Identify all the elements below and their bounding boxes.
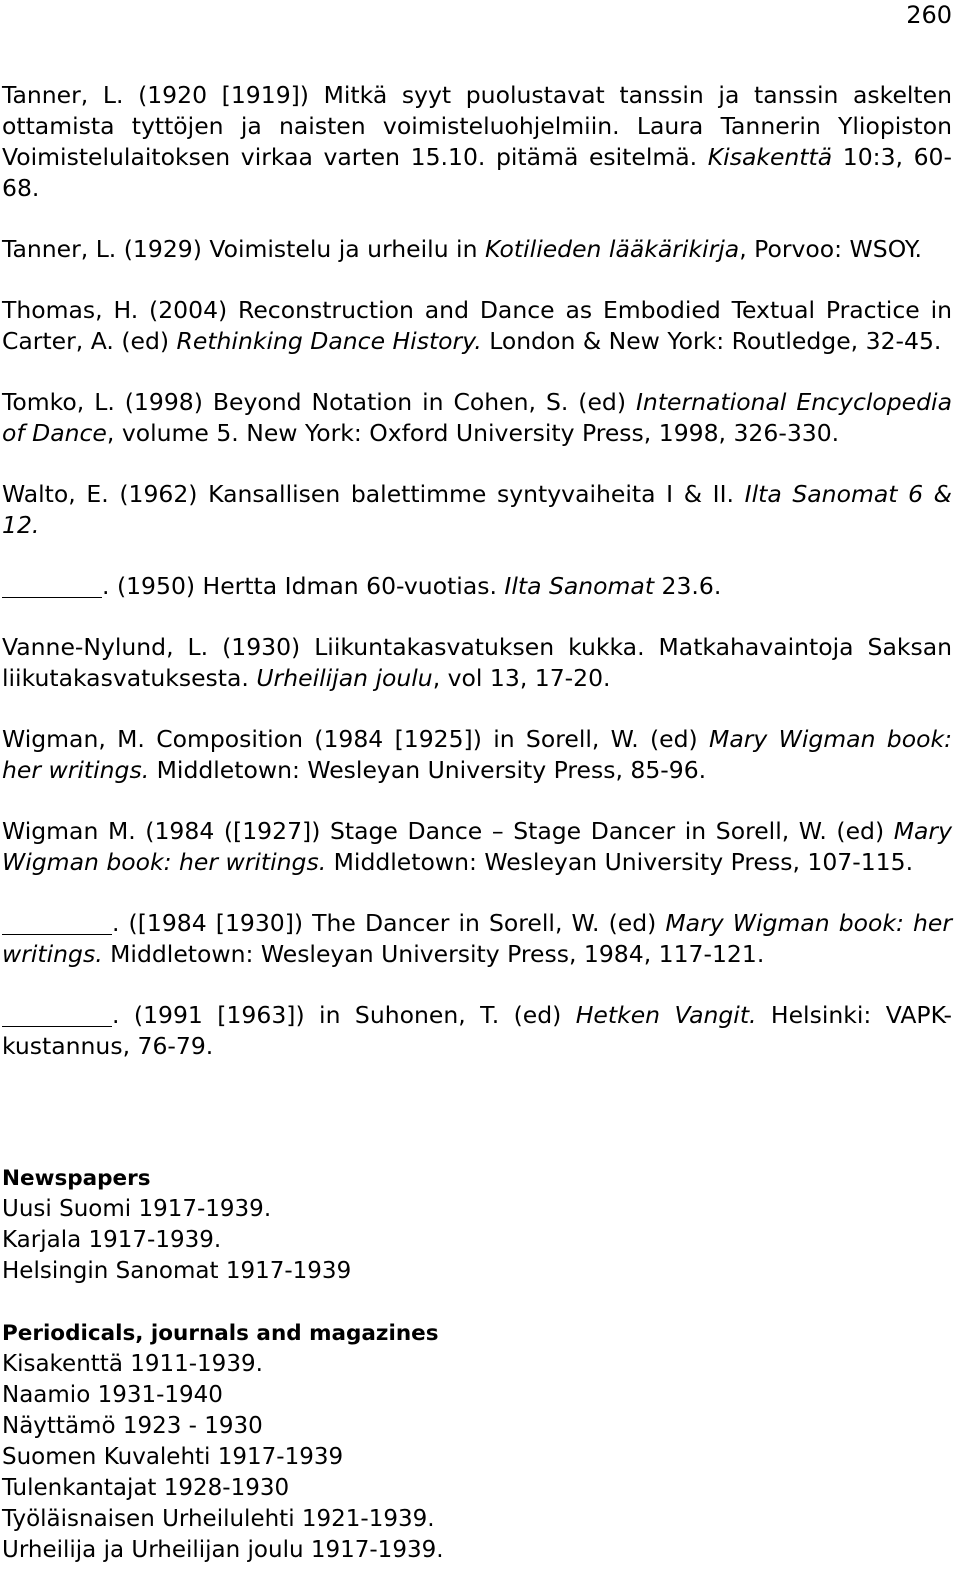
reference-entry	[2, 295, 952, 357]
reference-entry	[2, 387, 952, 449]
reference-entry	[2, 234, 952, 265]
reference-text: London & New York: Routledge, 32-45.	[481, 327, 942, 355]
reference-text: Tomko, L. (1998) Beyond Notation in Cohen, S. (ed)	[2, 388, 636, 416]
reference-entry	[2, 724, 952, 786]
periodical-item: Naamio 1931-1940	[2, 1382, 223, 1408]
reference-list	[2, 80, 952, 1092]
periodicals-list	[2, 1349, 952, 1566]
reference-text: Tanner, L. (1920 [1919]) Mitkä syyt puolustavat tanssin ja tanssin askelten ottamista tyttöjen ja naisten voimisteluohjelmiin. Laura Tannerin Yliopiston Voimistelulaitoksen virkaa varten 15.10. pitämä esitelmä.	[2, 81, 952, 171]
reference-entry	[2, 908, 952, 970]
reference-text: Tanner, L. (1929) Voimistelu ja urheilu in	[2, 235, 485, 263]
reference-title: Ilta Sanomat	[504, 572, 655, 600]
periodicals-heading: Periodicals, journals and magazines	[2, 1321, 439, 1346]
reference-title: Kotilieden lääkärikirja	[484, 235, 740, 263]
same-author-dash	[2, 574, 102, 599]
reference-text: , Porvoo: WSOY.	[739, 235, 922, 263]
reference-entry	[2, 1000, 952, 1062]
reference-title: Kisakenttä	[707, 143, 833, 171]
newspapers-list	[2, 1194, 952, 1287]
reference-title: Urheilijan joulu	[256, 664, 433, 692]
same-author-dash	[2, 1003, 112, 1028]
reference-title: Mary Wigman book: her writings.	[2, 725, 952, 784]
reference-text: Helsinki: VAPK-kustannus, 76-79.	[2, 1001, 952, 1060]
reference-entry	[2, 479, 952, 541]
reference-text: . (1991 [1963]) in Suhonen, T. (ed)	[112, 1001, 576, 1029]
reference-text: Middletown: Wesleyan University Press, 85-96.	[149, 756, 707, 784]
reference-entry	[2, 80, 952, 204]
reference-entry	[2, 816, 952, 878]
newspapers-section	[2, 1163, 952, 1287]
periodical-item: Suomen Kuvalehti 1917-1939	[2, 1444, 344, 1470]
newspapers-heading: Newspapers	[2, 1166, 151, 1191]
reference-text: . (1950) Hertta Idman 60-vuotias.	[102, 572, 505, 600]
reference-title: Rethinking Dance History.	[176, 327, 482, 355]
reference-text: , volume 5. New York: Oxford University Press, 1998, 326-330.	[106, 419, 840, 447]
reference-text: . ([1984 [1930]) The Dancer in Sorell, W. (ed)	[112, 909, 666, 937]
newspaper-item: Helsingin Sanomat 1917-1939	[2, 1258, 352, 1284]
periodical-item: Näyttämö 1923 - 1930	[2, 1413, 263, 1439]
reference-text: Walto, E. (1962) Kansallisen balettimme syntyvaiheita I & II.	[2, 480, 745, 508]
reference-text: , vol 13, 17-20.	[432, 664, 611, 692]
reference-title: Hetken Vangit.	[575, 1001, 757, 1029]
reference-text: Wigman, M. Composition (1984 [1925]) in Sorell, W. (ed)	[2, 725, 710, 753]
newspaper-item: Uusi Suomi 1917-1939.	[2, 1196, 272, 1222]
reference-text: Wigman M. (1984 ([1927]) Stage Dance – Stage Dancer in Sorell, W. (ed)	[2, 817, 894, 845]
primary-sources	[2, 1163, 952, 1566]
reference-text: 23.6.	[654, 572, 722, 600]
periodical-item: Urheilija ja Urheilijan joulu 1917-1939.	[2, 1537, 444, 1563]
periodicals-section	[2, 1318, 952, 1566]
reference-text: Vanne-Nylund, L. (1930) Liikuntakasvatuksen kukka. Matkahavaintoja Saksan liikutakasvatuksesta.	[2, 633, 952, 692]
periodical-item: Tulenkantajat 1928-1930	[2, 1475, 290, 1501]
reference-text: Middletown: Wesleyan University Press, 107-115.	[326, 848, 914, 876]
reference-title: Mary Wigman book: her writings.	[2, 909, 952, 968]
periodical-item: Työläisnaisen Urheilulehti 1921-1939.	[2, 1506, 435, 1532]
newspaper-item: Karjala 1917-1939.	[2, 1227, 222, 1253]
reference-title: Mary Wigman book: her writings.	[2, 817, 952, 876]
reference-entry	[2, 571, 952, 602]
reference-title: Ilta Sanomat 6 & 12.	[2, 480, 953, 539]
reference-text: 10:3, 60-68.	[2, 143, 952, 202]
page-number: 260	[906, 1, 952, 29]
reference-text: Thomas, H. (2004) Reconstruction and Dance as Embodied Textual Practice in Carter, A. (ed)	[2, 296, 952, 355]
reference-entry	[2, 632, 952, 694]
same-author-dash	[2, 911, 112, 936]
reference-text: Middletown: Wesleyan University Press, 1984, 117-121.	[102, 940, 765, 968]
periodical-item: Kisakenttä 1911-1939.	[2, 1351, 263, 1377]
reference-title: International Encyclopedia of Dance	[2, 388, 952, 447]
